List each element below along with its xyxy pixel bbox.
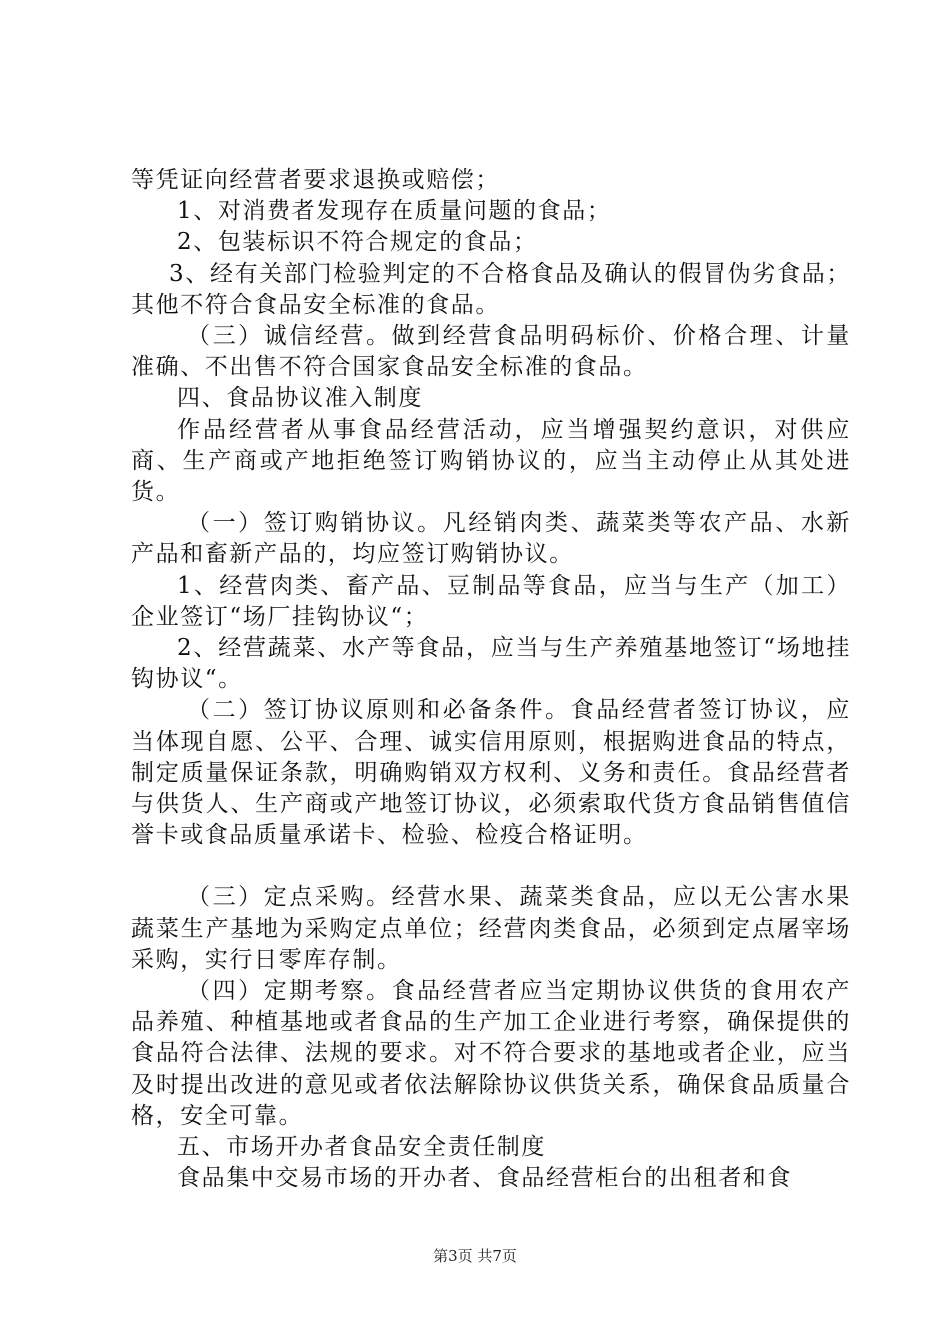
paragraph: 1、经营肉类、畜产品、豆制品等食品，应当与生产（加工）企业签订“场厂挂钩协议“； — [131, 572, 851, 630]
paragraph: 3、经有关部门检验判定的不合格食品及确认的假冒伪劣食品；其他不符合食品安全标准的食品。 — [131, 260, 851, 318]
paragraph: 2、包装标识不符合规定的食品； — [177, 229, 538, 256]
section-heading: 五、市场开办者食品安全责任制度 — [177, 1134, 546, 1161]
paragraph: 作品经营者从事食品经营活动，应当增强契约意识，对供应商、生产商或产地拒绝签订购销协议的，应当主动停止从其处进货。 — [131, 416, 851, 506]
paragraph: 1、对消费者发现存在质量问题的食品； — [177, 198, 612, 225]
paragraph: 2、经营蔬菜、水产等食品，应当与生产养殖基地签订“场地挂钩协议“。 — [131, 635, 851, 693]
page-footer: 第3页 共7页 — [433, 1247, 517, 1265]
paragraph: （四）定期考察。食品经营者应当定期协议供货的食用农产品养殖、种植基地或者食品的生产加工企业进行考察，确保提供的食品符合法律、法规的要求。对不符合要求的基地或者企业，应当及时提出改进的意见或者依法解除协议供货关系，确保食品质量合格，安全可靠。 — [131, 978, 851, 1129]
paragraph: （三）诚信经营。做到经营食品明码标价、价格合理、计量准确、不出售不符合国家食品安全标准的食品。 — [131, 323, 851, 381]
paragraph: 等凭证向经营者要求退换或赔偿； — [131, 167, 500, 193]
spacer — [131, 851, 851, 882]
paragraph: 食品集中交易市场的开办者、食品经营柜台的出租者和食 — [177, 1165, 792, 1192]
section-heading: 四、食品协议准入制度 — [177, 385, 423, 412]
document-body — [131, 165, 851, 1195]
paragraph: （三）定点采购。经营水果、蔬菜类食品，应以无公害水果蔬菜生产基地为采购定点单位；经营肉类食品，必须到定点屠宰场采购，实行日零库存制。 — [131, 884, 851, 973]
paragraph: （二）签订协议原则和必备条件。食品经营者签订协议，应当体现自愿、公平、合理、诚实信用原则，根据购进食品的特点，制定质量保证条款，明确购销双方权利、义务和责任。食品经营者与供货人、生产商或产地签订协议，必须索取代货方食品销售值信誉卡或食品质量承诺卡、检验、检疫合格证明。 — [131, 697, 851, 849]
paragraph: （一）签订购销协议。凡经销肉类、蔬菜类等农产品、水新产品和畜新产品的，均应签订购销协议。 — [131, 510, 851, 568]
